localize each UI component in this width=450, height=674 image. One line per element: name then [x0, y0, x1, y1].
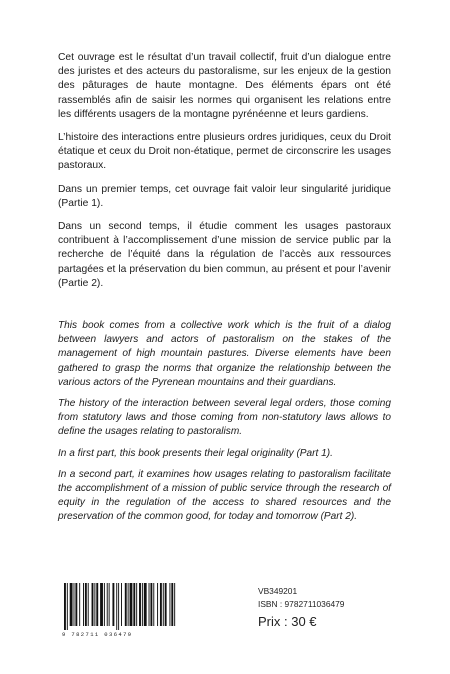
- barcode-digits: 9 782711 036479: [62, 631, 133, 638]
- barcode-bar: [104, 583, 105, 626]
- barcode-bar: [130, 583, 133, 626]
- english-paragraph-3: In a first part, this book presents their legal originality (Part 1).: [58, 447, 333, 459]
- barcode-bar: [165, 583, 167, 626]
- barcode-bar: [70, 583, 73, 626]
- barcode-bar: [67, 583, 68, 630]
- barcode-bar: [75, 583, 77, 626]
- barcode-bar: [149, 583, 150, 626]
- book-footer: [62, 583, 392, 643]
- barcode-bar: [118, 583, 119, 630]
- barcode-bar: [139, 583, 141, 626]
- barcode-bar: [150, 583, 152, 626]
- english-paragraph-1: This book comes from a collective work which is the fruit of a dialog between lawyers and actors of pastoralism on the stakes of the management of high mountain pastures. Diverse elements have been gathered to grasp the norms that organize the relationship between the various actors of the Pyrenean mountains and their guardians.: [58, 320, 391, 388]
- english-summary: [58, 319, 391, 525]
- barcode-bar: [142, 583, 143, 626]
- barcode-bar: [94, 583, 95, 626]
- barcode-bar: [174, 583, 175, 626]
- barcode-bar: [109, 583, 110, 626]
- barcode-bar: [74, 583, 75, 626]
- reference-code: VB349201: [258, 586, 298, 596]
- barcode-bar: [92, 583, 94, 626]
- french-summary: [58, 51, 391, 291]
- english-paragraph-2: The history of the interaction between several legal orders, those coming from statutory laws and those coming from non-statutory laws allows to define the usages relating to pastoralism.: [58, 398, 391, 438]
- english-paragraph-4: In a second part, it examines how usages relating to pastoralism facilitate the accomplishment of a mission of public service through the research of equity in the regulation of the access to shared resources and the preservation of the common good, for today and tomorrow (Part 2).: [58, 468, 391, 523]
- french-paragraph-1: Cet ouvrage est le résultat d’un travail collectif, fruit d’un dialogue entre des juristes et des acteurs du pastoralisme, sur les enjeux de la gestion des pâturages de haute montagne. Des éléments épars ont été rassemblés afin de saisir les normes qui organisent les relations entre les différents usagers de la montagne pyrénéenne et leurs gardiens.: [58, 52, 391, 120]
- barcode-bar: [96, 583, 98, 626]
- barcode-bar: [163, 583, 164, 626]
- barcode-bar: [112, 583, 114, 626]
- barcode-bar: [107, 583, 108, 626]
- barcode-bar: [85, 583, 87, 626]
- barcode-bar: [88, 583, 89, 626]
- french-paragraph-3: Dans un premier temps, cet ouvrage fait valoir leur singularité juridique (Partie 1).: [58, 183, 391, 209]
- barcode-bar: [121, 583, 122, 626]
- barcode-bar: [133, 583, 135, 626]
- barcode-bar: [79, 583, 80, 626]
- barcode-bar: [160, 583, 162, 626]
- barcode-bar: [171, 583, 173, 626]
- barcode-bar: [83, 583, 84, 626]
- barcode-bar: [125, 583, 127, 626]
- isbn: ISBN : 9782711036479: [258, 599, 345, 609]
- french-paragraph-2: L’histoire des interactions entre plusieurs ordres juridiques, ceux du Droit étatique et ceux du Droit non-étatique, permet de circonscrire les usages pastoraux.: [58, 132, 391, 172]
- barcode-bar: [157, 583, 158, 626]
- french-paragraph-4: Dans un second temps, il étudie comment les usages pastoraux contribuent à l’accomplissement d’une mission de service public par la recherche de l’équité dans la régulation de l’accès aux ressources partagées et la préservation du bien commun, au présent et pour l’avenir (Partie 2).: [58, 221, 391, 289]
- barcode: [62, 583, 214, 641]
- barcode-bar: [169, 583, 170, 626]
- barcode-bar: [116, 583, 117, 630]
- barcode-bar: [144, 583, 147, 626]
- barcode-bar: [153, 583, 154, 626]
- book-info: [258, 585, 398, 630]
- barcode-bar: [64, 583, 66, 630]
- barcode-bar: [136, 583, 137, 626]
- barcode-bar: [100, 583, 103, 626]
- price: Prix : 30 €: [258, 614, 317, 629]
- back-cover-text: [58, 51, 391, 532]
- barcode-bar: [128, 583, 129, 626]
- barcode-bars: [62, 583, 214, 631]
